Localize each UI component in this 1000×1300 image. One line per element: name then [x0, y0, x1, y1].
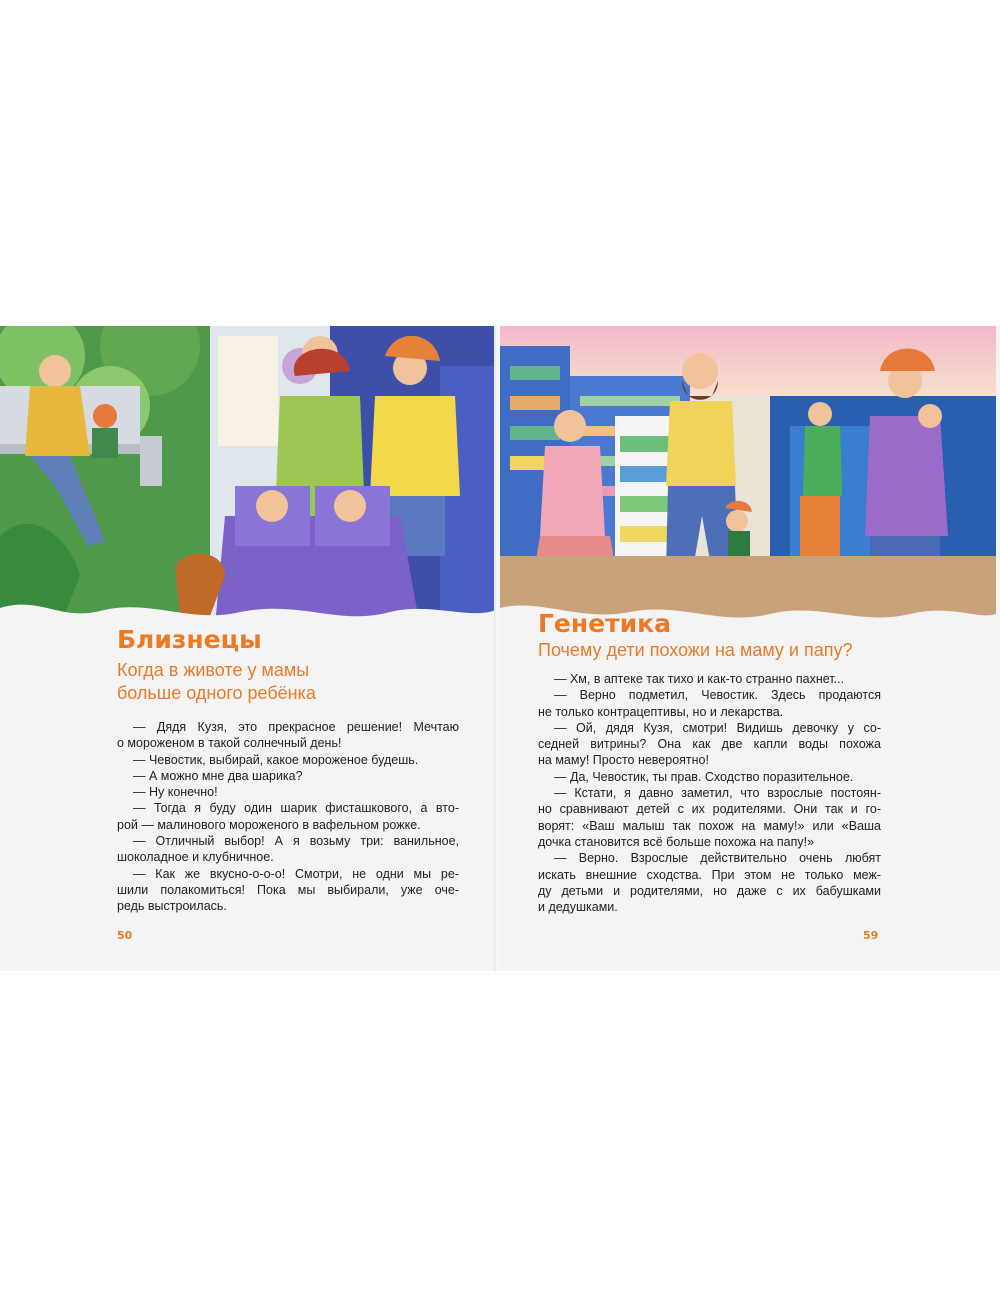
text-line: и дедушками.	[538, 900, 618, 915]
chapter-subtitle	[117, 659, 316, 705]
text-line: не только контрацептивы, но и лекарства.	[538, 704, 784, 719]
pharmacy-illustration	[500, 326, 996, 626]
text-line: — Кстати, я давно заметил, что взрослые постоян-	[554, 786, 881, 801]
story-text	[538, 671, 881, 915]
right-page	[500, 326, 996, 971]
story-text	[117, 719, 459, 915]
text-line: седней витрины? Она как две капли воды похожа	[538, 737, 881, 752]
text-line: — Ну конечно!	[133, 785, 218, 800]
text-line: — Дядя Кузя, это прекрасное решение! Мечтаю	[133, 720, 459, 734]
text-line: но сравнивают детей с их родителями. Они так и го-	[538, 802, 881, 817]
left-page	[0, 326, 496, 971]
text-line: шоколадное и клубничное.	[117, 850, 274, 865]
park-ice-cream-illustration	[0, 326, 496, 626]
text-line: шили полакомиться! Пока мы выбирали, уже оче-	[117, 882, 459, 897]
text-line: ду детьми и родителями, но даже с их бабушками	[538, 883, 881, 898]
chapter-title: Генетика	[538, 609, 671, 638]
text-line: на маму! Просто невероятно!	[538, 753, 709, 768]
book-spread	[0, 326, 1000, 971]
subtitle-line: больше одного ребёнка	[117, 683, 316, 703]
text-line: — Верно подметил, Чевостик. Здесь продаются	[554, 688, 881, 703]
chapter-subtitle	[538, 639, 852, 662]
page-number: 59	[863, 929, 879, 942]
text-line: — Ой, дядя Кузя, смотри! Видишь девочку у со-	[554, 720, 881, 735]
text-line: ворят: «Ваш малыш так похож на маму!» или «Ваша	[538, 818, 881, 833]
text-line: — Верно. Взрослые действительно очень любят	[554, 851, 881, 866]
text-line: дочка становится всё больше похожа на папу!»	[538, 834, 815, 849]
text-line: — Как же вкусно-о-о-о! Смотри, не одни мы ре-	[133, 866, 459, 881]
subtitle-line: Почему дети похожи на маму и папу?	[538, 640, 853, 660]
subtitle-line: Когда в животе у мамы	[117, 660, 310, 680]
text-line: — Чевостик, выбирай, какое мороженое будешь.	[133, 752, 419, 767]
text-line: редь выстроилась.	[117, 899, 227, 914]
text-line: искать внешние сходства. При этом не только меж-	[538, 867, 881, 882]
text-line: — А можно мне два шарика?	[133, 768, 303, 783]
text-line: — Да, Чевостик, ты прав. Сходство поразительное.	[554, 769, 854, 784]
page-number: 50	[117, 929, 133, 942]
text-line: — Тогда я буду один шарик фисташкового, а вто-	[133, 801, 459, 816]
text-line: о мороженом в такой солнечный день!	[117, 736, 342, 751]
text-line: рой — малинового мороженого в вафельном рожке.	[117, 817, 421, 832]
chapter-title: Близнецы	[117, 625, 262, 654]
text-line: — Отличный выбор! А я возьму три: ванильное,	[133, 834, 459, 849]
text-line: — Хм, в аптеке так тихо и как-то странно пахнет...	[554, 672, 845, 686]
